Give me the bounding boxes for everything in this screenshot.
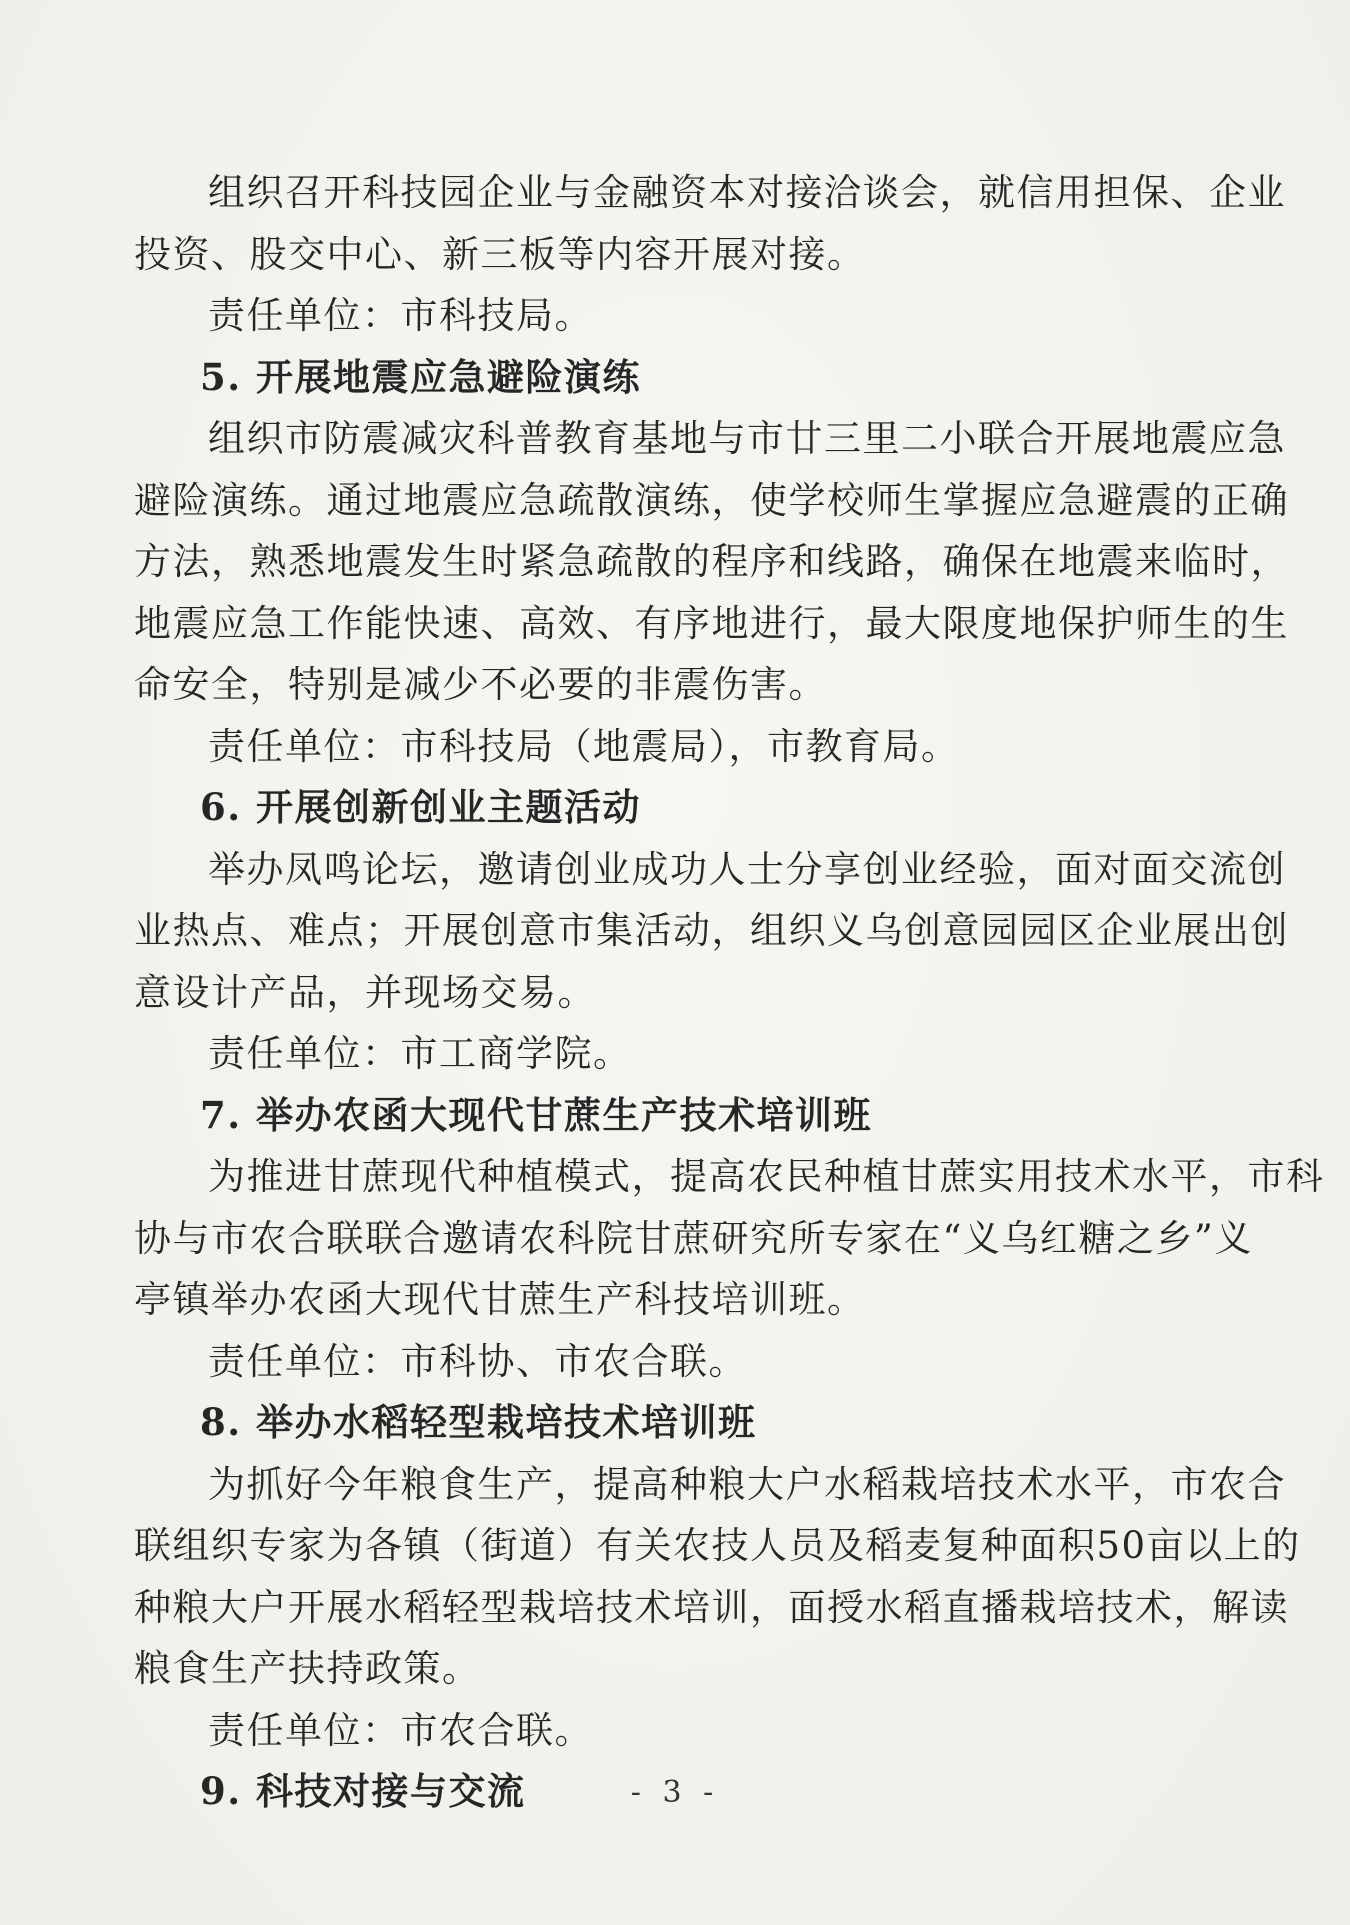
paragraph-line: 方法，熟悉地震发生时紧急疏散的程序和线路，确保在地震来临时，: [134, 540, 1289, 583]
section-heading-7: 7. 举办农函大现代甘蔗生产技术培训班: [200, 1092, 873, 1137]
paragraph-line: 投资、股交中心、新三板等内容开展对接。: [134, 232, 866, 276]
paragraph-line: 组织市防震减灾科普教育基地与市廿三里二小联合开展地震应急: [208, 417, 1286, 460]
paragraph-line: 意设计产品，并现场交易。: [134, 970, 596, 1014]
paragraph-line: 命安全，特别是减少不必要的非震伤害。: [134, 663, 827, 706]
paragraph-line: 为抓好今年粮食生产，提高种粮大户水稻栽培技术水平，市农合: [208, 1462, 1286, 1506]
responsible-unit: 责任单位：市农合联。: [208, 1708, 593, 1752]
paragraph-line: 组织召开科技园企业与金融资本对接洽谈会，就信用担保、企业: [208, 171, 1286, 214]
paragraph-line: 为推进甘蔗现代种植模式，提高农民种植甘蔗实用技术水平，市科: [208, 1155, 1325, 1198]
paragraph-line: 粮食生产扶持政策。: [134, 1647, 481, 1690]
section-heading-9: 9. 科技对接与交流: [200, 1769, 526, 1813]
paragraph-line: 避险演练。通过地震应急疏散演练，使学校师生掌握应急避震的正确: [134, 478, 1289, 522]
responsible-unit: 责任单位：市工商学院。: [208, 1032, 632, 1075]
section-heading-8: 8. 举办水稻轻型栽培技术培训班: [200, 1400, 757, 1444]
responsible-unit: 责任单位：市科技局（地震局），市教育局。: [208, 724, 960, 768]
section-heading-5: 5. 开展地震应急避险演练: [200, 354, 642, 399]
page-number: - 3 -: [630, 1775, 720, 1810]
responsible-unit: 责任单位：市科技局。: [208, 294, 593, 337]
paragraph-line: 协与市农合联联合邀请农科院甘蔗研究所专家在“义乌红糖之乡”义: [134, 1216, 1253, 1260]
document-body: [134, 162, 1325, 1823]
responsible-unit: 责任单位：市科协、市农合联。: [208, 1339, 747, 1383]
section-heading-6: 6. 开展创新创业主题活动: [200, 785, 642, 829]
paragraph-line: 联组织专家为各镇（街道）有关农技人员及稻麦复种面积50亩以上的: [134, 1524, 1301, 1567]
paragraph-line: 种粮大户开展水稻轻型栽培技术培训，面授水稻直播栽培技术，解读: [134, 1585, 1289, 1629]
paragraph-line: 亭镇举办农函大现代甘蔗生产科技培训班。: [134, 1278, 866, 1321]
paragraph-line: 业热点、难点；开展创意市集活动，组织义乌创意园园区企业展出创: [134, 909, 1289, 952]
paragraph-line: 举办凤鸣论坛，邀请创业成功人士分享创业经验，面对面交流创: [208, 847, 1286, 891]
paragraph-line: 地震应急工作能快速、高效、有序地进行，最大限度地保护师生的生: [134, 601, 1289, 645]
